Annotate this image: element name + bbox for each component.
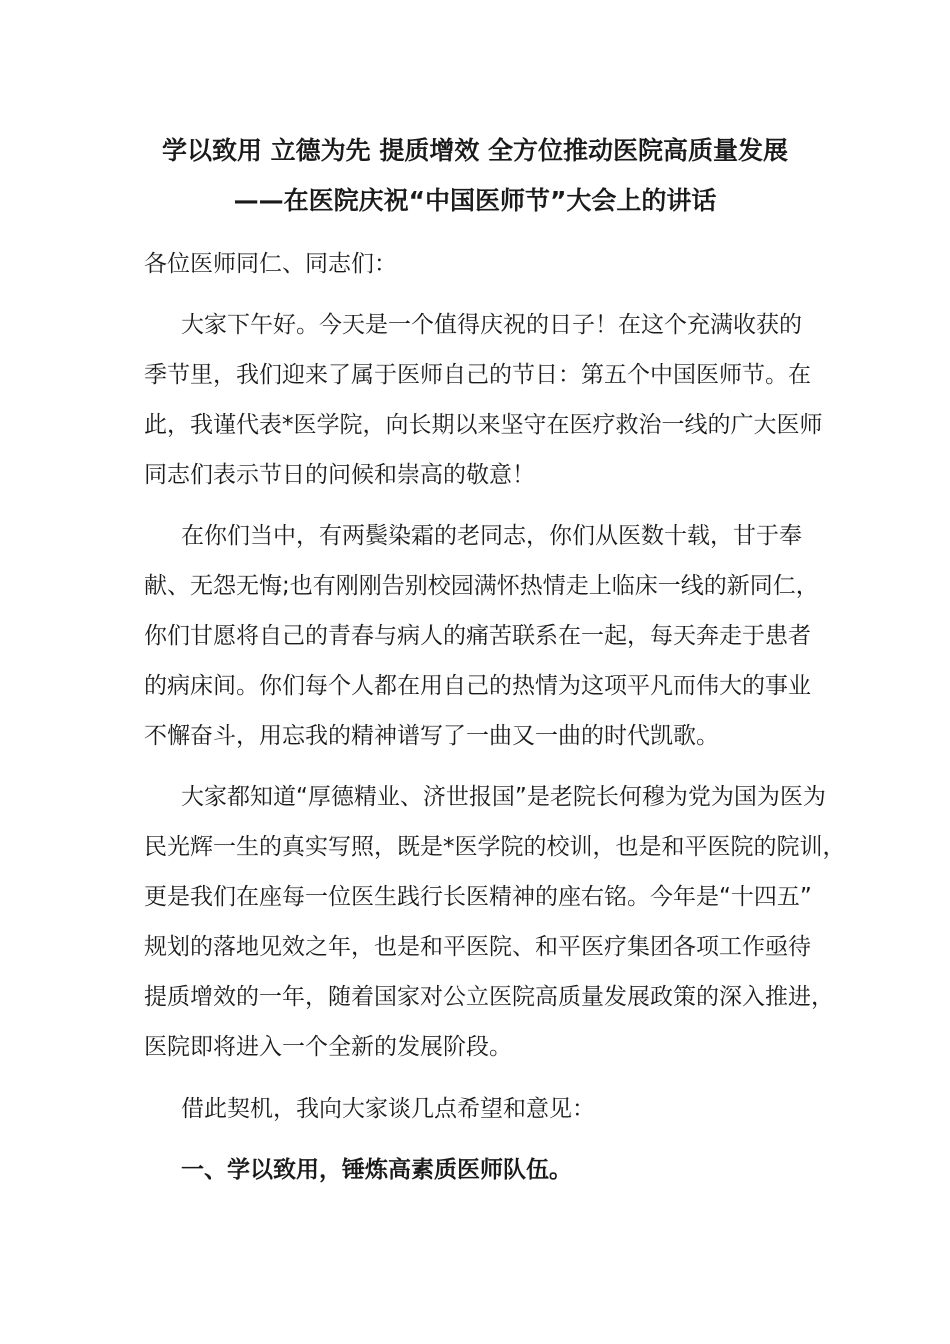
paragraph-line: 规划的落地见效之年，也是和平医院、和平医疗集团各项工作亟待 (144, 934, 811, 960)
paragraph-line: 更是我们在座每一位医生践行长医精神的座右铭。今年是“十四五” (144, 884, 812, 910)
greeting: 各位医师同仁、同志们： (144, 251, 397, 277)
paragraph-line: 你们甘愿将自己的青春与病人的痛苦联系在一起，每天奔走于患者 (144, 623, 811, 649)
document-title: 学以致用 立德为先 提质增效 全方位推动医院高质量发展 (161, 136, 789, 165)
paragraph-line: 大家下午好。今天是一个值得庆祝的日子！在这个充满收获的 (181, 312, 802, 338)
paragraph-line: 提质增效的一年，随着国家对公立医院高质量发展政策的深入推进， (144, 984, 834, 1010)
paragraph-line: 同志们表示节日的问候和崇高的敬意！ (144, 462, 535, 488)
paragraph-line: 此，我谨代表*医学院，向长期以来坚守在医疗救治一线的广大医师 (144, 412, 823, 438)
paragraph-line: 民光辉一生的真实写照，既是*医学院的校训，也是和平医院的院训， (144, 834, 846, 860)
section-heading: 一、学以致用，锤炼高素质医师队伍。 (181, 1157, 572, 1183)
paragraph-line: 献、无怨无悔;也有刚刚告别校园满怀热情走上临床一线的新同仁， (144, 573, 819, 599)
paragraph-line: 在你们当中，有两鬓染霜的老同志，你们从医数十载，甘于奉 (181, 523, 802, 549)
paragraph-line: 借此契机，我向大家谈几点希望和意见： (181, 1096, 595, 1122)
paragraph-line: 不懈奋斗，用忘我的精神谱写了一曲又一曲的时代凯歌。 (144, 723, 719, 749)
paragraph-line: 季节里，我们迎来了属于医师自己的节日：第五个中国医师节。在 (144, 362, 811, 388)
document-subtitle: ——在医院庆祝“中国医师节”大会上的讲话 (233, 186, 717, 215)
paragraph-line: 的病床间。你们每个人都在用自己的热情为这项平凡而伟大的事业 (144, 673, 811, 699)
paragraph-line: 医院即将进入一个全新的发展阶段。 (144, 1034, 512, 1060)
paragraph-line: 大家都知道“厚德精业、济世报国”是老院长何穆为党为国为医为 (181, 784, 826, 810)
